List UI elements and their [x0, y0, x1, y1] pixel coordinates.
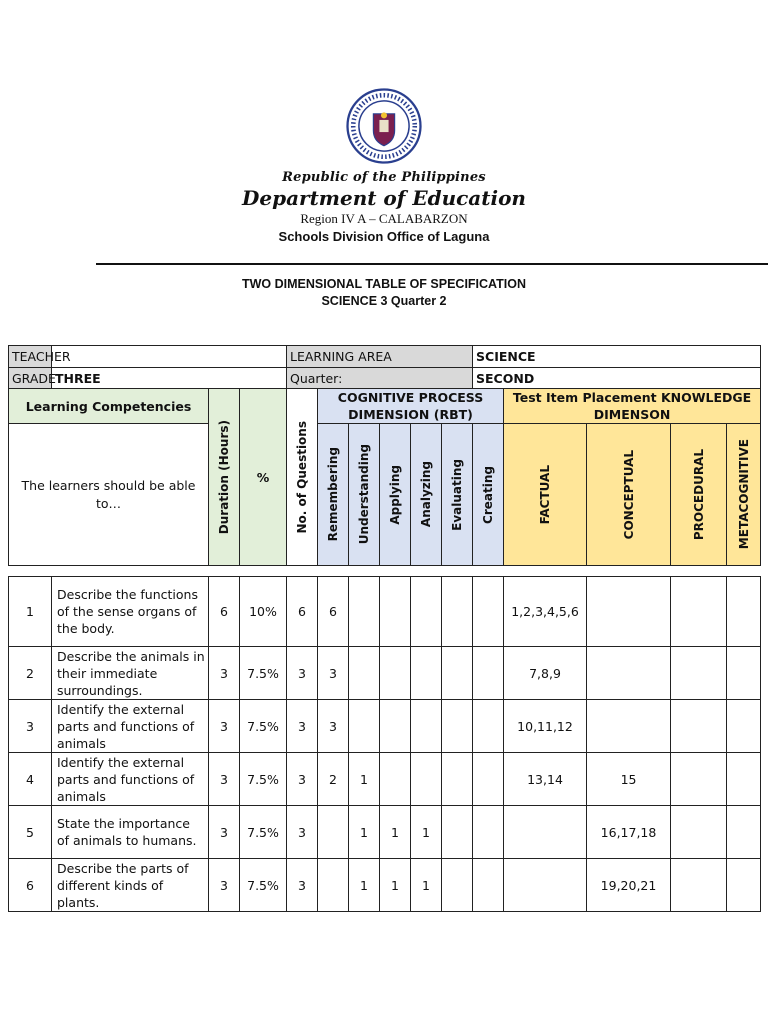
- cognitive-cell: [380, 700, 411, 753]
- knowledge-cell: 19,20,21: [587, 859, 671, 912]
- knowledge-cell: 7,8,9: [504, 647, 587, 700]
- cognitive-cell: 2: [318, 753, 349, 806]
- table-row: [9, 806, 761, 859]
- competency-rows: [9, 577, 761, 912]
- competency-cell: Describe the functions of the sense organs of the body.: [52, 577, 209, 647]
- questions-cell: 3: [287, 806, 318, 859]
- knowledge-cell: [587, 647, 671, 700]
- cognitive-cell: [442, 700, 473, 753]
- cognitive-cell: [349, 577, 380, 647]
- row-number: 6: [9, 859, 52, 912]
- cognitive-cell: 1: [411, 859, 442, 912]
- knowledge-cell: [727, 806, 761, 859]
- cognitive-cell: 1: [411, 806, 442, 859]
- document-title: [0, 276, 768, 310]
- teacher-value: [52, 346, 287, 368]
- cognitive-cell: [473, 700, 504, 753]
- table-row: [9, 859, 761, 912]
- cognitive-cell: 1: [349, 753, 380, 806]
- competency-cell: Identify the external parts and functions of animals: [52, 753, 209, 806]
- learning-area-label: LEARNING AREA: [287, 346, 473, 368]
- knowledge-cell: 15: [587, 753, 671, 806]
- competency-cell: State the importance of animals to humans.: [52, 806, 209, 859]
- cognitive-cell: [442, 806, 473, 859]
- hours-cell: 3: [209, 647, 240, 700]
- cognitive-cell: [473, 753, 504, 806]
- spacer-row: [9, 566, 761, 577]
- cognitive-cell: [411, 577, 442, 647]
- hours-cell: 3: [209, 859, 240, 912]
- hours-cell: 6: [209, 577, 240, 647]
- cognitive-cell: 1: [380, 859, 411, 912]
- row-number: 3: [9, 700, 52, 753]
- grade-label: GRADE: [9, 368, 52, 389]
- knowledge-cell: 1,2,3,4,5,6: [504, 577, 587, 647]
- cognitive-cell: 3: [318, 647, 349, 700]
- percent-cell: 7.5%: [240, 859, 287, 912]
- remembering-header: Remembering: [318, 424, 349, 566]
- percent-cell: 7.5%: [240, 753, 287, 806]
- questions-cell: 3: [287, 859, 318, 912]
- table-row: [9, 577, 761, 647]
- understanding-header: Understanding: [349, 424, 380, 566]
- knowledge-cell: [727, 859, 761, 912]
- cognitive-cell: [411, 700, 442, 753]
- hours-cell: 3: [209, 753, 240, 806]
- cognitive-cell: [318, 859, 349, 912]
- test-item-header: Test Item Placement KNOWLEDGE DIMENSON: [504, 389, 761, 424]
- factual-header: FACTUAL: [504, 424, 587, 566]
- knowledge-cell: [671, 753, 727, 806]
- competency-cell: Identify the external parts and functions of animals: [52, 700, 209, 753]
- cognitive-header: COGNITIVE PROCESS DIMENSION (RBT): [318, 389, 504, 424]
- cognitive-cell: [442, 577, 473, 647]
- hours-cell: 3: [209, 806, 240, 859]
- cognitive-cell: [380, 647, 411, 700]
- cognitive-cell: [318, 806, 349, 859]
- metacognitive-header: METACOGNITIVE: [727, 424, 761, 566]
- knowledge-cell: [727, 700, 761, 753]
- conceptual-header: CONCEPTUAL: [587, 424, 671, 566]
- cognitive-cell: [442, 753, 473, 806]
- cognitive-cell: 1: [349, 806, 380, 859]
- row-number: 5: [9, 806, 52, 859]
- percent-cell: 7.5%: [240, 700, 287, 753]
- percent-header: %: [240, 389, 287, 566]
- knowledge-cell: [504, 806, 587, 859]
- row-number: 4: [9, 753, 52, 806]
- competencies-header: Learning Competencies: [9, 389, 209, 424]
- knowledge-cell: [587, 577, 671, 647]
- cognitive-cell: [473, 577, 504, 647]
- cognitive-cell: 6: [318, 577, 349, 647]
- table-row: [9, 647, 761, 700]
- department-title: Department of Education: [242, 186, 526, 210]
- knowledge-cell: 13,14: [504, 753, 587, 806]
- questions-cell: 3: [287, 700, 318, 753]
- header-divider: [96, 263, 768, 265]
- knowledge-cell: [671, 806, 727, 859]
- teacher-label: TEACHER: [9, 346, 52, 368]
- analyzing-header: Analyzing: [411, 424, 442, 566]
- cognitive-cell: [380, 577, 411, 647]
- percent-cell: 7.5%: [240, 806, 287, 859]
- quarter-value: SECOND: [473, 368, 761, 389]
- hours-cell: 3: [209, 700, 240, 753]
- percent-cell: 10%: [240, 577, 287, 647]
- table-of-specification: [8, 345, 761, 912]
- region-text: Region IV A – CALABARZON: [300, 211, 468, 226]
- grade-value: THREE: [52, 368, 287, 389]
- division-text: Schools Division Office of Laguna: [278, 229, 490, 244]
- learners-header: The learners should be able to…: [9, 424, 209, 566]
- title-line-2: SCIENCE 3 Quarter 2: [321, 294, 447, 308]
- cognitive-cell: [349, 647, 380, 700]
- cognitive-cell: 1: [380, 806, 411, 859]
- title-line-1: TWO DIMENSIONAL TABLE OF SPECIFICATION: [241, 277, 527, 291]
- learning-area-value: SCIENCE: [473, 346, 761, 368]
- knowledge-cell: 10,11,12: [504, 700, 587, 753]
- questions-header: No. of Questions: [287, 389, 318, 566]
- deped-seal-logo: [346, 88, 422, 164]
- cognitive-cell: [411, 647, 442, 700]
- procedural-header: PROCEDURAL: [671, 424, 727, 566]
- knowledge-cell: [671, 577, 727, 647]
- duration-header: Duration (Hours): [209, 389, 240, 566]
- competency-cell: Describe the animals in their immediate surroundings.: [52, 647, 209, 700]
- quarter-label: Quarter:: [287, 368, 473, 389]
- cognitive-cell: [380, 753, 411, 806]
- questions-cell: 3: [287, 753, 318, 806]
- cognitive-cell: 1: [349, 859, 380, 912]
- cognitive-cell: [473, 647, 504, 700]
- cognitive-cell: [473, 806, 504, 859]
- table-row: [9, 700, 761, 753]
- cognitive-cell: [442, 647, 473, 700]
- republic-text: Republic of the Philippines: [282, 170, 486, 185]
- competency-cell: Describe the parts of different kinds of plants.: [52, 859, 209, 912]
- knowledge-cell: 16,17,18: [587, 806, 671, 859]
- row-number: 2: [9, 647, 52, 700]
- knowledge-cell: [671, 859, 727, 912]
- creating-header: Creating: [473, 424, 504, 566]
- knowledge-cell: [504, 859, 587, 912]
- knowledge-cell: [587, 700, 671, 753]
- knowledge-cell: [727, 753, 761, 806]
- knowledge-cell: [727, 577, 761, 647]
- table-row: [9, 753, 761, 806]
- cognitive-cell: 3: [318, 700, 349, 753]
- questions-cell: 6: [287, 577, 318, 647]
- cognitive-cell: [349, 700, 380, 753]
- knowledge-cell: [671, 700, 727, 753]
- cognitive-cell: [473, 859, 504, 912]
- cognitive-cell: [411, 753, 442, 806]
- questions-cell: 3: [287, 647, 318, 700]
- knowledge-cell: [671, 647, 727, 700]
- cognitive-cell: [442, 859, 473, 912]
- applying-header: Applying: [380, 424, 411, 566]
- evaluating-header: Evaluating: [442, 424, 473, 566]
- percent-cell: 7.5%: [240, 647, 287, 700]
- letterhead: [0, 88, 768, 244]
- knowledge-cell: [727, 647, 761, 700]
- row-number: 1: [9, 577, 52, 647]
